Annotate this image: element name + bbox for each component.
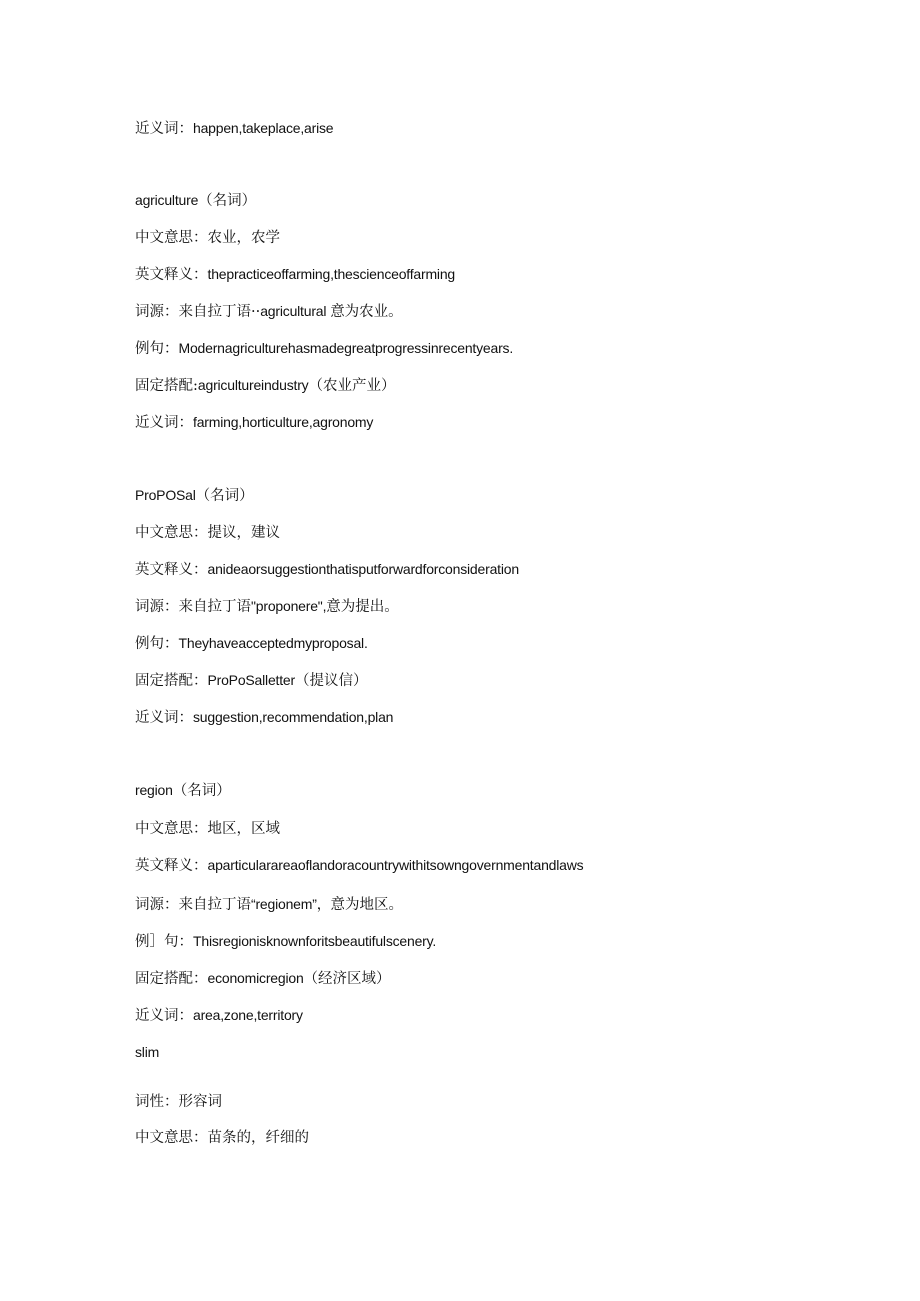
definition-text: thepracticeoffarming,thescienceoffarming [207,266,456,282]
definition-label: 英文释义： [135,858,208,874]
headword: agriculture [135,192,199,208]
proposal-headword-line [135,485,254,506]
headword: region [135,782,173,798]
synonyms-text: farming,horticulture,agronomy [193,414,374,430]
example-text: Modernagriculturehasmadegreatprogressinrecentyears. [178,340,514,356]
agriculture-etymology-line [135,301,403,322]
pos-label: 词性： [135,1094,179,1110]
synonyms-text: suggestion,recommendation,plan [193,709,394,725]
collocation-label: 固定搭配： [135,673,208,689]
synonyms-label: 近义词： [135,415,193,431]
part-of-speech: （名词） [198,193,257,209]
proposal-collocation-line [135,670,367,691]
agriculture-headword-line [135,190,256,211]
proposal-etymology-line [135,596,399,617]
proposal-definition-line [135,559,519,580]
synonyms-text: happen,takeplace,arise [193,120,334,136]
etymology-suffix: 意为提出。 [326,599,399,615]
proposal-synonyms-line [135,707,393,728]
region-collocation-line [135,968,391,989]
meaning-label: 中文意思： [135,230,208,246]
headword: ProPOSal [135,487,196,503]
synonyms-label: 近义词： [135,121,193,137]
collocation-text: economicregion [207,970,304,986]
definition-text: aparticularareaoflandoracountrywithitsowngovernmentandlaws [207,857,584,873]
collocation-label: 固定搭配: [135,378,198,394]
region-example-line [135,931,436,952]
etymology-suffix: 意为地区。 [330,897,403,913]
agriculture-example-line [135,338,513,359]
collocation-text: ProPoSalletter [207,672,295,688]
collocation-translation: （提议信） [294,673,368,689]
headword: slim [135,1044,160,1060]
meaning-text: 农业，农学 [207,230,280,246]
example-label: 例句： [135,636,179,652]
slim-meaning-line [135,1127,309,1148]
collocation-translation: （经济区域） [303,971,391,987]
agriculture-meaning-line [135,227,280,248]
definition-text: anideaorsuggestionthatisputforwardforconsideration [207,561,519,577]
meaning-text: 提议，建议 [207,525,280,541]
region-etymology-line [135,894,403,915]
slim-headword-line [135,1042,159,1062]
region-meaning-line [135,818,280,839]
etymology-word: “regionem”， [251,896,331,912]
etymology-suffix: 意为农业。 [330,304,403,320]
example-label: 例句： [135,341,179,357]
happen-synonyms-line [135,118,333,139]
etymology-label: 词源： [135,599,179,615]
agriculture-collocation-line [135,375,395,396]
slim-pos-line [135,1091,222,1112]
synonyms-text: area,zone,territory [193,1007,303,1023]
etymology-prefix: 来自拉丁语·· [178,304,261,320]
meaning-label: 中文意思： [135,821,208,837]
etymology-prefix: 来自拉丁语 [178,599,251,615]
etymology-word: "proponere", [251,598,327,614]
definition-label: 英文释义： [135,562,208,578]
collocation-label: 固定搭配： [135,971,208,987]
region-synonyms-line [135,1005,303,1026]
proposal-example-line [135,633,368,654]
region-headword-line [135,780,231,801]
meaning-text: 苗条的，纤细的 [207,1130,309,1146]
agriculture-synonyms-line [135,412,373,433]
synonyms-label: 近义词： [135,710,193,726]
meaning-label: 中文意思： [135,1130,208,1146]
etymology-label: 词源： [135,304,179,320]
etymology-label: 词源： [135,897,179,913]
example-text: Theyhaveacceptedmyproposal. [178,635,368,651]
agriculture-definition-line [135,264,455,285]
part-of-speech: （名词） [195,488,254,504]
meaning-label: 中文意思： [135,525,208,541]
part-of-speech: 形容词 [178,1094,222,1110]
example-label: 例］句： [135,934,193,950]
etymology-word: agricultural [260,303,327,319]
etymology-prefix: 来自拉丁语 [178,897,251,913]
region-definition-line [135,855,583,876]
proposal-meaning-line [135,522,280,543]
definition-label: 英文释义： [135,267,208,283]
meaning-text: 地区，区域 [207,821,280,837]
collocation-text: agricultureindustry [197,377,309,393]
synonyms-label: 近义词： [135,1008,193,1024]
example-text: Thisregionisknownforitsbeautifulscenery. [193,933,437,949]
part-of-speech: （名词） [172,783,231,799]
collocation-translation: （农业产业） [308,378,396,394]
